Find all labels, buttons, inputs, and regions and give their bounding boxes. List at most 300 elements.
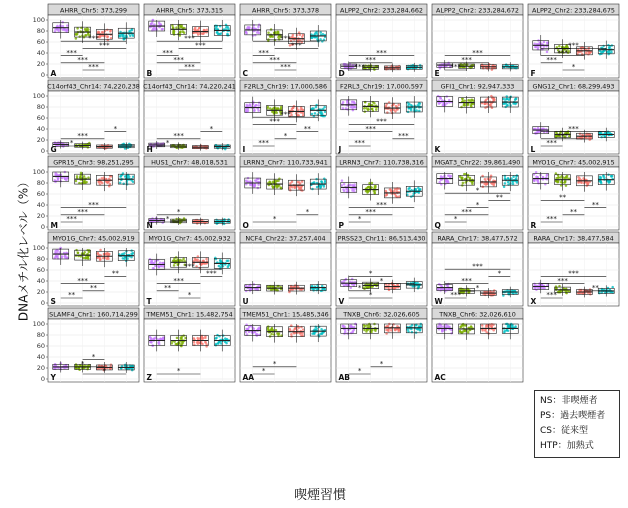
data-point — [255, 180, 258, 183]
sig-label: *** — [376, 117, 387, 126]
data-point — [291, 180, 294, 183]
panel-title: SLAMF4_Chr1: 160,714,299 — [49, 310, 138, 319]
sig-label: ** — [591, 284, 599, 292]
y-tick-label: 60 — [36, 190, 45, 199]
sig-label: * — [475, 284, 480, 292]
data-point — [269, 107, 272, 110]
y-tick-label: 100 — [32, 320, 45, 329]
data-point — [302, 328, 305, 331]
data-point — [543, 41, 546, 44]
data-point — [162, 336, 165, 339]
panel-plot-area — [528, 167, 619, 230]
data-point — [368, 103, 371, 106]
data-point — [568, 135, 571, 138]
data-point — [253, 331, 256, 334]
data-point — [101, 177, 104, 180]
panel-title: TNXB_Chr6: 32,026,610 — [439, 310, 516, 319]
data-point — [394, 110, 397, 113]
panel-title: AHRR_Chr5: 373,315 — [155, 6, 224, 15]
sig-label: *** — [376, 48, 387, 57]
data-point — [367, 325, 370, 328]
data-point — [602, 45, 605, 48]
data-point — [78, 35, 81, 38]
data-point — [227, 27, 230, 30]
y-tick-label: 20 — [36, 288, 45, 297]
data-point — [126, 257, 129, 260]
data-point — [412, 192, 415, 195]
data-point — [467, 331, 470, 334]
sig-label: *** — [280, 110, 291, 119]
sig-label: *** — [450, 63, 461, 72]
data-point — [123, 143, 126, 146]
data-point — [301, 180, 304, 183]
data-point — [366, 186, 369, 189]
data-point — [316, 186, 319, 189]
sig-label: * — [102, 367, 107, 376]
data-point — [56, 249, 59, 252]
panel-title: TMEM51_Chr1: 15,482,754 — [146, 310, 233, 319]
data-point — [346, 101, 349, 104]
data-point — [227, 266, 230, 269]
data-point — [580, 182, 583, 185]
data-point — [537, 180, 540, 183]
panel-plot-area — [240, 167, 331, 230]
sig-label: * — [368, 291, 373, 300]
y-tick-label: 60 — [36, 266, 45, 275]
panel-aa — [240, 308, 331, 382]
sig-label: *** — [280, 63, 291, 72]
data-point — [248, 285, 251, 288]
panel-plot-area — [432, 243, 523, 306]
panel-title: AHRR_Chr5: 373,299 — [59, 6, 128, 15]
sig-label: *** — [162, 48, 173, 57]
panel-a — [33, 4, 139, 79]
data-point — [568, 50, 571, 53]
data-point — [215, 337, 218, 340]
data-point — [280, 106, 283, 109]
data-point — [272, 35, 275, 38]
data-point — [311, 113, 314, 116]
data-point — [343, 190, 346, 193]
panel-title: PRSS23_Chr11: 86,513,430 — [337, 234, 426, 243]
sig-label: *** — [206, 269, 217, 278]
sig-label: *** — [461, 276, 472, 285]
panel-letter: W — [434, 297, 443, 306]
panel-title: GFI1_Chr1: 92,947,333 — [440, 82, 515, 91]
sig-label: ** — [570, 208, 577, 216]
data-point — [345, 107, 348, 110]
legend — [534, 390, 620, 458]
data-point — [437, 95, 440, 98]
x-axis-label: 喫煙習慣 — [293, 488, 346, 503]
sig-label: * — [283, 132, 288, 140]
data-point — [542, 287, 545, 290]
data-point — [319, 31, 322, 34]
panel-letter: P — [338, 221, 344, 230]
data-point — [270, 333, 273, 336]
data-point — [484, 103, 487, 106]
data-point — [87, 176, 90, 179]
data-point — [247, 110, 250, 113]
data-point — [581, 53, 584, 56]
data-point — [162, 142, 165, 145]
data-point — [290, 333, 293, 336]
data-point — [611, 175, 614, 178]
sig-label: *** — [376, 200, 387, 209]
sig-label: *** — [354, 139, 365, 148]
data-point — [459, 288, 462, 291]
sig-label: * — [475, 200, 480, 209]
data-point — [543, 131, 546, 134]
data-point — [119, 181, 122, 184]
panel-title: AHRR_Chr5: 373,378 — [251, 6, 320, 15]
data-point — [415, 188, 418, 191]
sig-label: * — [272, 215, 277, 224]
data-point — [153, 28, 156, 31]
y-tick-label: 80 — [36, 255, 45, 264]
sig-label: *** — [88, 34, 99, 43]
data-point — [54, 368, 57, 371]
panel-letter: T — [146, 297, 152, 306]
sig-label: *** — [546, 215, 557, 224]
data-point — [471, 181, 474, 184]
panel-letter: M — [50, 221, 58, 230]
data-point — [608, 180, 611, 183]
panel-letter: AA — [242, 373, 255, 382]
data-point — [253, 283, 256, 286]
data-point — [278, 177, 281, 180]
data-point — [275, 329, 278, 332]
panel-plot-area — [48, 319, 139, 382]
legend-item-ns: NS：非喫煙者 — [540, 396, 598, 406]
data-point — [374, 192, 377, 195]
sig-label: *** — [365, 124, 376, 133]
data-point — [248, 27, 251, 30]
data-point — [267, 32, 270, 35]
sig-label: * — [453, 215, 458, 224]
sig-label: * — [113, 124, 118, 133]
data-point — [444, 183, 447, 186]
y-tick-label: 80 — [36, 179, 45, 188]
panel-title: HUS1_Chr7: 48,018,531 — [151, 158, 228, 167]
data-point — [489, 103, 492, 106]
panel-l — [528, 80, 619, 154]
data-point — [54, 250, 57, 253]
panel-letter: O — [242, 221, 249, 230]
panel-title: LRRN3_Chr7: 110,733,941 — [243, 158, 328, 167]
sig-label: *** — [546, 291, 557, 300]
data-point — [313, 33, 316, 36]
data-point — [534, 287, 537, 290]
y-tick-label: 100 — [32, 92, 45, 101]
sig-label: * — [379, 360, 384, 368]
data-point — [158, 266, 161, 269]
data-point — [256, 31, 259, 34]
data-point — [197, 343, 200, 346]
sig-label: *** — [269, 117, 280, 126]
y-tick-label: 0 — [40, 375, 45, 384]
data-point — [226, 260, 229, 263]
y-tick-label: 100 — [32, 244, 45, 253]
sig-label: * — [379, 276, 384, 285]
panel-letter: B — [146, 69, 153, 78]
data-point — [387, 287, 390, 290]
data-point — [225, 24, 228, 27]
data-point — [510, 95, 513, 98]
sig-label: *** — [557, 276, 568, 285]
data-point — [173, 264, 176, 267]
sig-label: * — [80, 360, 85, 368]
data-point — [448, 175, 451, 178]
panel-letter: L — [530, 145, 536, 154]
data-point — [504, 182, 507, 185]
panel-letter: S — [50, 297, 56, 306]
data-point — [106, 252, 109, 255]
data-point — [397, 104, 400, 107]
data-point — [216, 31, 219, 34]
panel-g — [33, 80, 140, 155]
sig-label: *** — [99, 41, 110, 50]
data-point — [175, 26, 178, 29]
data-point — [345, 188, 348, 191]
data-point — [216, 334, 219, 337]
sig-label: ** — [90, 284, 97, 292]
y-tick-label: 40 — [36, 277, 45, 286]
panel-v — [336, 232, 427, 306]
data-point — [196, 258, 199, 261]
data-point — [64, 254, 67, 256]
data-point — [75, 180, 78, 183]
panel-title: RARA_Chr17: 38,477,572 — [437, 234, 518, 243]
panel-title: C14orf43_Chr14: 74,220,241 — [143, 82, 236, 91]
sig-label: *** — [88, 63, 99, 72]
data-point — [218, 265, 221, 268]
data-point — [65, 179, 68, 182]
data-point — [484, 329, 487, 332]
panel-plot-area — [336, 243, 427, 306]
data-point — [321, 112, 324, 115]
panel-title: ALPP2_Chr2: 233,284,662 — [340, 6, 423, 15]
data-point — [54, 172, 57, 175]
panel-title: GNG12_Chr1: 68,299,493 — [532, 82, 615, 91]
data-point — [515, 177, 518, 180]
data-point — [533, 42, 536, 45]
data-point — [446, 325, 449, 328]
data-point — [257, 26, 260, 29]
data-point — [371, 182, 374, 185]
y-tick-label: 60 — [36, 38, 45, 47]
data-point — [492, 96, 495, 99]
y-tick-label: 20 — [36, 60, 45, 69]
data-point — [367, 190, 370, 193]
data-point — [217, 342, 220, 345]
panel-letter: Y — [50, 373, 56, 382]
data-point — [373, 102, 376, 105]
data-point — [440, 325, 443, 328]
data-point — [465, 324, 468, 327]
data-point — [220, 260, 223, 263]
sig-label: *** — [77, 132, 88, 140]
data-point — [363, 329, 366, 332]
data-point — [80, 172, 83, 175]
panel-title: TMEM51_Chr1: 15,485,346 — [242, 310, 329, 319]
data-point — [291, 186, 294, 189]
data-point — [106, 29, 109, 32]
sig-label: *** — [173, 132, 184, 140]
data-point — [323, 177, 326, 180]
data-point — [600, 136, 603, 139]
data-point — [273, 333, 276, 336]
panel-letter: Q — [434, 221, 441, 230]
data-point — [371, 329, 374, 332]
data-point — [76, 27, 79, 30]
sig-label: ** — [111, 269, 119, 278]
panel-title: MYO1G_Chr7: 45,002,932 — [148, 234, 231, 243]
data-point — [555, 172, 558, 175]
data-point — [394, 329, 397, 332]
data-point — [245, 32, 248, 35]
panel-plot-area — [528, 91, 619, 154]
sig-label: *** — [365, 56, 376, 64]
data-point — [343, 183, 346, 186]
y-tick-label: 0 — [40, 147, 45, 156]
data-point — [154, 260, 157, 263]
sig-label: * — [357, 367, 362, 376]
data-point — [342, 101, 345, 104]
panel-title: RARA_Chr17: 38,477,584 — [533, 234, 614, 243]
data-point — [319, 333, 322, 336]
data-point — [101, 31, 104, 34]
panel-plot-area — [48, 243, 139, 306]
sig-label: *** — [461, 208, 472, 216]
data-point — [365, 107, 368, 110]
data-point — [508, 98, 511, 101]
sig-label: *** — [472, 48, 483, 57]
panel-letter: R — [530, 221, 537, 230]
panel-w — [432, 232, 523, 306]
sig-label: * — [305, 208, 310, 216]
sig-label: ** — [495, 193, 503, 202]
data-point — [349, 184, 352, 187]
legend-item-ps: PS：過去喫煙者 — [540, 411, 606, 421]
data-point — [122, 182, 125, 185]
data-point — [181, 343, 184, 346]
y-tick-label: 20 — [36, 136, 45, 145]
data-point — [103, 176, 106, 179]
sig-label: *** — [269, 56, 280, 64]
data-point — [417, 187, 420, 190]
sig-label: ** — [591, 200, 599, 209]
data-point — [321, 285, 324, 288]
sig-label: ** — [68, 291, 76, 300]
sig-label: *** — [66, 48, 77, 57]
y-tick-label: 40 — [36, 49, 45, 58]
data-point — [506, 104, 509, 107]
panel-title: NCF4_Chr22: 37,257,404 — [245, 234, 326, 243]
data-point — [314, 112, 317, 115]
data-point — [270, 28, 273, 31]
y-tick-label: 0 — [40, 299, 45, 308]
panel-o — [240, 156, 331, 230]
panel-ab — [336, 308, 427, 382]
sig-label: *** — [557, 48, 568, 57]
y-tick-label: 80 — [36, 103, 45, 112]
data-point — [215, 26, 218, 29]
data-point — [459, 175, 462, 178]
sig-label: *** — [77, 56, 88, 64]
data-point — [396, 284, 399, 287]
data-point — [533, 283, 536, 286]
y-tick-label: 40 — [36, 125, 45, 134]
data-point — [294, 186, 297, 189]
data-point — [534, 46, 537, 49]
data-point — [313, 333, 316, 336]
data-point — [176, 337, 179, 340]
data-point — [267, 106, 270, 109]
panel-d — [336, 4, 427, 78]
sig-label: * — [91, 352, 96, 361]
data-point — [459, 326, 462, 329]
panel-title: GPR15_Chr3: 98,251,295 — [53, 158, 134, 167]
data-point — [415, 109, 418, 112]
sig-label: *** — [398, 132, 409, 140]
data-point — [447, 181, 450, 184]
y-tick-label: 20 — [36, 364, 45, 373]
data-point — [162, 265, 165, 268]
data-point — [196, 337, 199, 340]
data-point — [503, 102, 506, 105]
panel-letter: I — [242, 145, 246, 154]
panel-title: F2RL3_Chr19: 17,000,597 — [339, 82, 424, 91]
data-point — [84, 257, 87, 260]
data-point — [350, 106, 353, 109]
panel-letter: E — [434, 69, 440, 78]
sig-label: *** — [365, 208, 376, 216]
sig-label: * — [357, 284, 362, 292]
sig-label: *** — [258, 48, 269, 57]
data-point — [75, 33, 78, 36]
data-point — [225, 342, 228, 345]
sig-label: ** — [303, 124, 311, 133]
data-point — [269, 36, 272, 39]
data-point — [276, 186, 279, 189]
data-point — [66, 24, 69, 27]
data-point — [577, 176, 580, 179]
data-point — [84, 29, 87, 32]
data-point — [254, 184, 257, 187]
data-point — [342, 107, 345, 110]
panel-plot-area — [240, 91, 331, 154]
data-point — [275, 111, 278, 114]
panel-title: ALPP2_Chr2: 233,284,675 — [532, 6, 615, 15]
data-point — [364, 325, 367, 328]
data-point — [77, 252, 80, 255]
panel-y — [33, 308, 139, 383]
data-point — [159, 261, 162, 264]
data-point — [288, 328, 291, 331]
panel-h — [143, 80, 236, 154]
sig-label: *** — [472, 262, 483, 271]
data-point — [467, 103, 470, 106]
data-point — [558, 45, 561, 48]
panel-x — [528, 232, 619, 306]
sig-label: * — [176, 208, 181, 216]
sig-label: * — [368, 269, 373, 278]
panel-letter: K — [434, 145, 441, 154]
panel-ac — [432, 308, 523, 382]
data-point — [351, 100, 354, 103]
data-point — [149, 261, 152, 264]
